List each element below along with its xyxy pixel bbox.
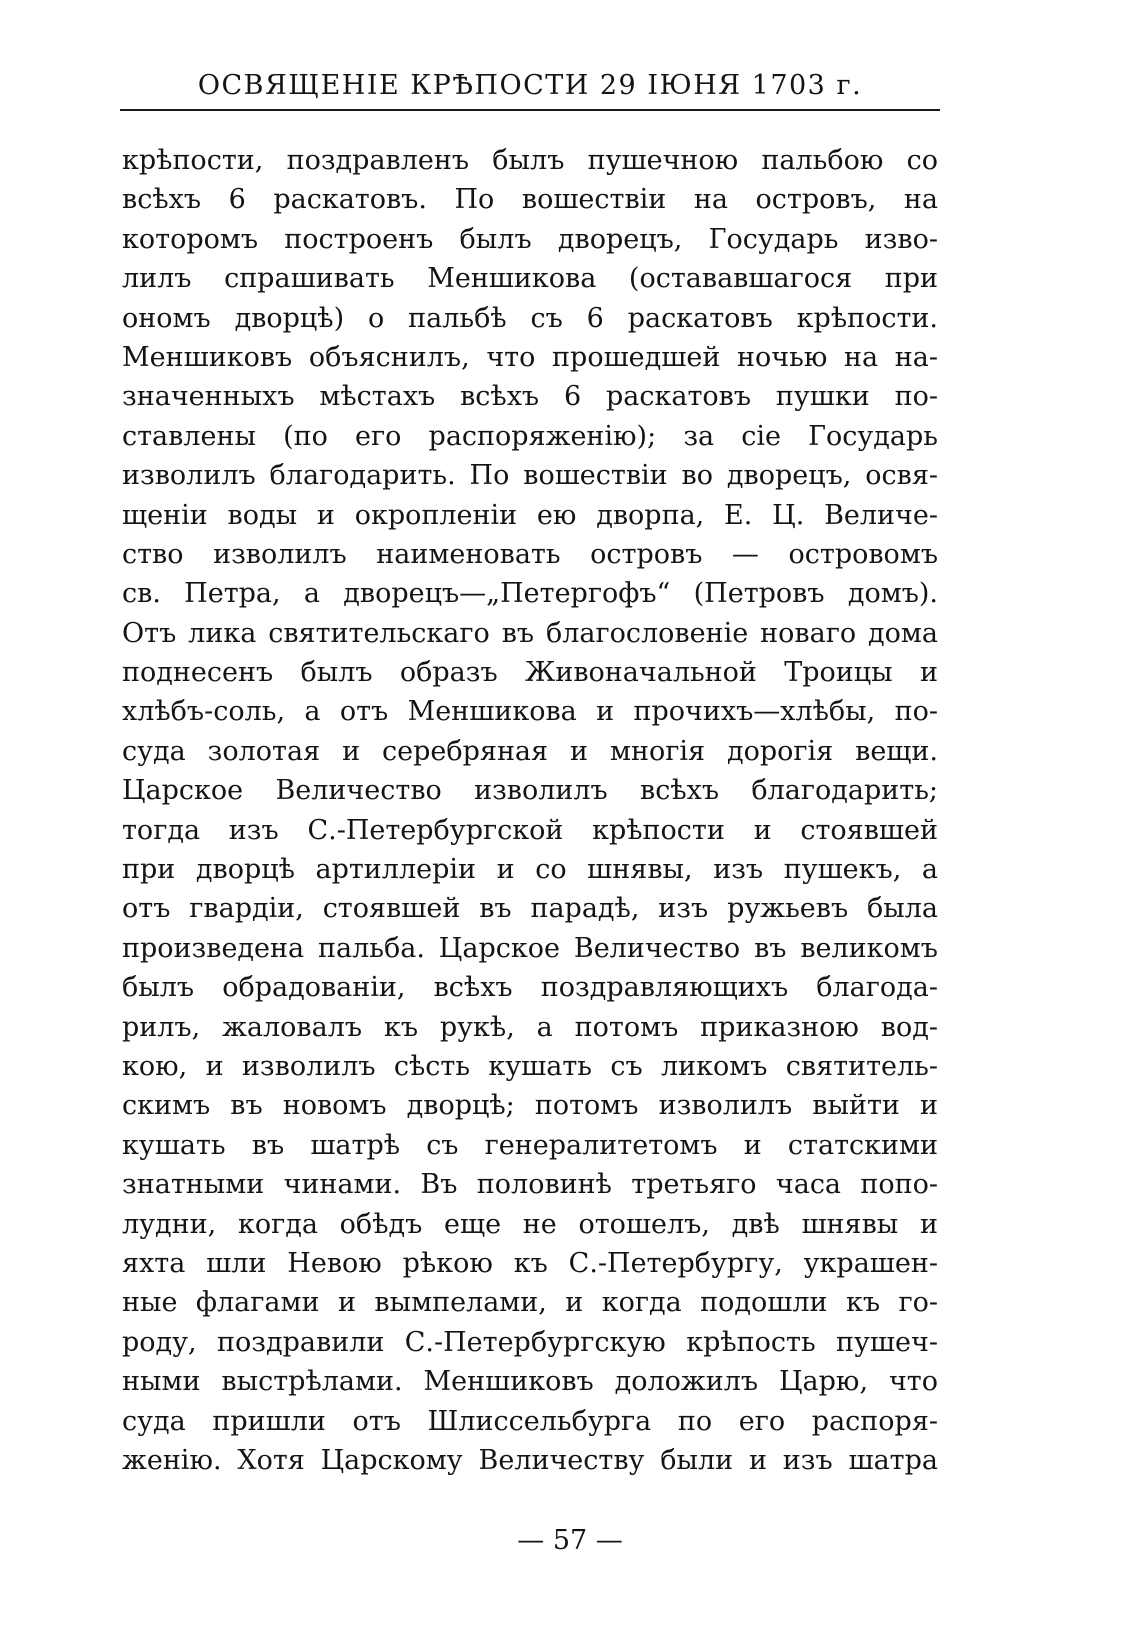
text-line: Меншиковъ объяснилъ, что прошедшей ночью на на- (122, 341, 938, 373)
text-line: лудни, когда обѣдъ еще не отошелъ, двѣ шнявы и (122, 1208, 938, 1240)
text-line: ономъ дворцѣ) о пальбѣ съ 6 раскатовъ крѣпости. (122, 302, 938, 334)
text-line: отъ гвардіи, стоявшей въ парадѣ, изъ ружьевъ была (122, 893, 938, 925)
text-line: св. Петра, а дворецъ—„Петергофъ“ (Петровъ домъ). (122, 578, 938, 610)
text-line: суда золотая и серебряная и многія дорогія вещи. (122, 735, 938, 767)
text-line: щеніи воды и окропленіи ею дворпа, Е. Ц. Величе- (122, 499, 938, 531)
text-line: произведена пальба. Царское Величество въ великомъ (122, 932, 938, 964)
text-line: тогда изъ С.-Петербургской крѣпости и стоявшей (122, 814, 938, 846)
text-line: ставлены (по его распоряженію); за сіе Государь (122, 420, 938, 452)
text-line: Царское Величество изволилъ всѣхъ благодарить; (122, 775, 938, 807)
text-line: кушать въ шатрѣ съ генералитетомъ и статскими (122, 1129, 938, 1161)
text-line: всѣхъ 6 раскатовъ. По вошествіи на островъ, на (122, 184, 938, 216)
text-line: женію. Хотя Царскому Величеству были и изъ шатра (122, 1444, 938, 1476)
text-line: лилъ спрашивать Меншикова (остававшагося при (122, 263, 938, 295)
page-number: — 57 — (517, 1525, 623, 1556)
header-rule (120, 109, 940, 111)
text-line: изволилъ благодарить. По вошествіи во дворецъ, освя- (122, 460, 938, 492)
text-line: знатными чинами. Въ половинѣ третьяго часа попо- (122, 1169, 938, 1201)
text-line: скимъ въ новомъ дворцѣ; потомъ изволилъ выйти и (122, 1090, 938, 1122)
text-line: которомъ построенъ былъ дворецъ, Государь изво- (122, 223, 938, 255)
text-line: кою, и изволилъ сѣсть кушать съ ликомъ святитель- (122, 1050, 938, 1082)
text-line: ные флагами и вымпелами, и когда подошли къ го- (122, 1287, 938, 1319)
text-line: при дворцѣ артиллеріи и со шнявы, изъ пушекъ, а (122, 854, 938, 886)
text-line: рилъ, жаловалъ къ рукѣ, а потомъ приказною вод- (122, 1011, 938, 1043)
text-line: поднесенъ былъ образъ Живоначальной Троицы и (122, 657, 938, 689)
text-line: ными выстрѣлами. Меншиковъ доложилъ Царю, что (122, 1366, 938, 1398)
text-line: Отъ лика святительскаго въ благословеніе новаго дома (122, 617, 938, 649)
text-line: хлѣбъ-соль, а отъ Меншикова и прочихъ—хлѣбы, по- (122, 696, 938, 728)
body-text (122, 141, 938, 1480)
text-line: роду, поздравили С.-Петербургскую крѣпость пушеч- (122, 1326, 938, 1358)
text-line: крѣпости, поздравленъ былъ пушечною пальбою со (122, 145, 938, 176)
text-line: суда пришли отъ Шлиссельбурга по его распоря- (122, 1405, 938, 1437)
running-header: ОСВЯЩЕНІЕ КРѢПОСТИ 29 ІЮНЯ 1703 г. (197, 70, 863, 101)
text-line: значенныхъ мѣстахъ всѣхъ 6 раскатовъ пушки по- (122, 381, 938, 413)
text-line: былъ обрадованіи, всѣхъ поздравляющихъ благода- (122, 972, 938, 1004)
text-line: ство изволилъ наименовать островъ — островомъ (122, 538, 938, 570)
text-line: яхта шли Невою рѣкою къ С.-Петербургу, украшен- (122, 1247, 938, 1279)
